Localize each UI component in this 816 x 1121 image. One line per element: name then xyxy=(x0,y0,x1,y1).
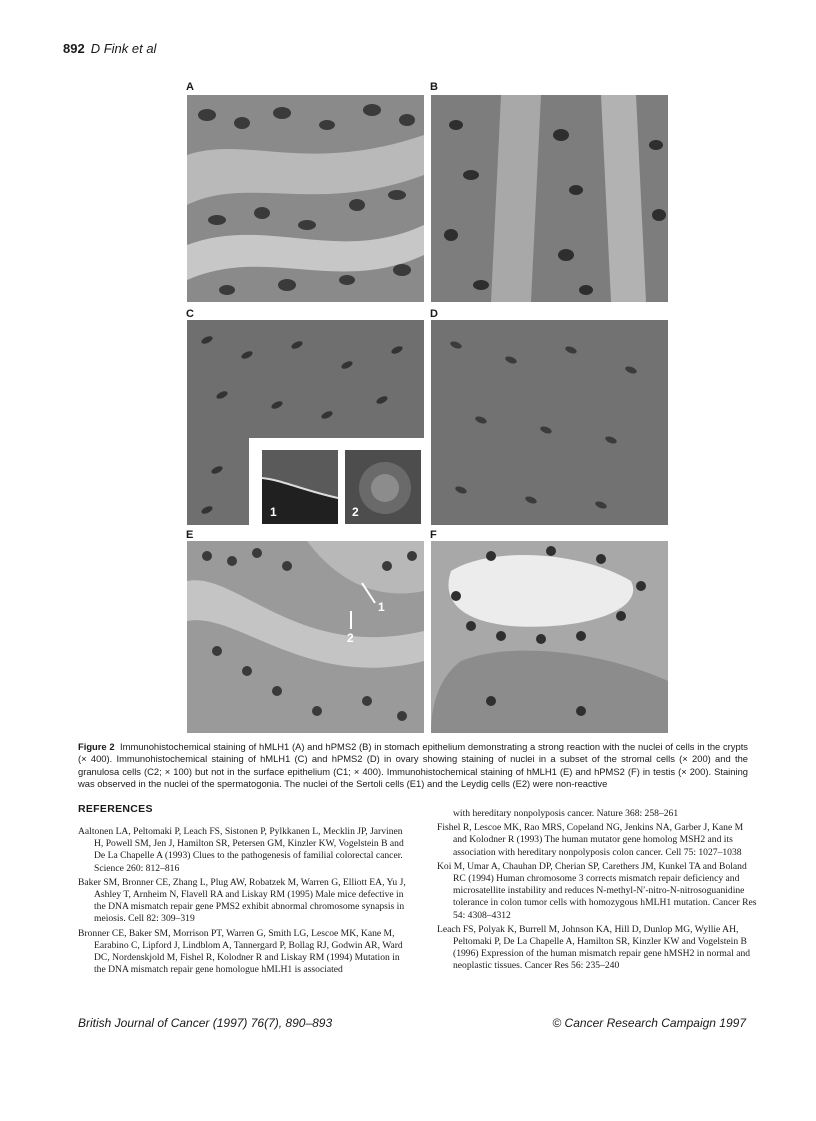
micrograph-panel-d xyxy=(431,320,668,525)
references-heading: REFERENCES xyxy=(78,803,153,815)
panel-label-b: B xyxy=(430,81,438,93)
stomach-hpms2-image xyxy=(431,95,668,302)
reference-item: Koi M, Umar A, Chauhan DP, Cherian SP, Carethers JM, Kunkel TA and Boland RC (1994) Human chromosome 3 corrects mismatch repair deficiency and microsatellite instability and reduces N-methyl-N′-nitro-N-nitrosoguanidine tolerance in colon tumor cells with homozygous hMLH1 mutation. Cancer Res 54: 4308–4312 xyxy=(437,860,757,921)
inset-label-2: 2 xyxy=(352,505,359,519)
running-authors: D Fink et al xyxy=(90,41,157,56)
panel-label-d: D xyxy=(430,308,438,320)
journal-citation-footer: British Journal of Cancer (1997) 76(7), 890–893 xyxy=(78,1016,333,1030)
arrow-label-e2: 2 xyxy=(347,631,354,645)
references-column-left xyxy=(78,826,408,978)
micrograph-panel-a xyxy=(187,95,424,302)
references-column-right xyxy=(437,808,757,975)
testis-hpms2-image xyxy=(431,541,668,733)
micrograph-panel-e xyxy=(187,541,424,733)
running-header xyxy=(63,41,156,56)
figure-caption-text: Immunohistochemical staining of hMLH1 (A) and hPMS2 (B) in stomach epithelium demonstrating a strong reaction with the nuclei of cells in the crypts (× 400). Immunohistochemical staining of hMLH1 (C) and hPMS2 (D) in ovary showing staining of nuclei in a subset of the stromal cells (× 200) and the granulosa cells (C2; × 100) but not in the surface epithelium (C1; × 400). Immunohistochemical staining of hMLH1 (E) and hPMS2 (F) in testis (× 200). Staining was observed in the nuclei of the spermatogonia. The nuclei of the Sertoli cells (E1) and the Leydig cells (E2) were non-reactive xyxy=(78,741,748,790)
reference-item-continuation: with hereditary nonpolyposis cancer. Nature 368: 258–261 xyxy=(453,808,679,819)
stomach-hmlh1-image xyxy=(187,95,424,302)
panel-label-e: E xyxy=(186,529,194,541)
page-number: 892 xyxy=(63,41,85,56)
reference-item: Leach FS, Polyak K, Burrell M, Johnson KA, Hill D, Dunlop MG, Wyllie AH, Peltomaki P, De La Chapelle A, Hamilton SR, Kinzler KW and Vogelstein B (1996) Expression of the human mismatch repair gene hMSH2 in normal and neoplastic tissues. Cancer Res 56: 235–240 xyxy=(437,923,751,972)
figure-caption xyxy=(78,741,748,791)
reference-item: Aaltonen LA, Peltomaki P, Leach FS, Sistonen P, Pylkkanen L, Mecklin JP, Jarvinen H, Powell SM, Jen J, Hamilton SR, Petersen GM, Kinzler KW, Vogelstein B and De La Chapelle A (1993) Clues to the pathogenesis of familial colorectal cancer. Science 260: 812–816 xyxy=(78,826,404,874)
panel-label-c: C xyxy=(186,308,194,320)
reference-item: Fishel R, Lescoe MK, Rao MRS, Copeland NG, Jenkins NA, Garber J, Kane M and Kolodner R (1993) The human mutator gene homolog MSH2 and its association with hereditary nonpolyposis colon cancer. Cell 75: 1027–1038 xyxy=(437,822,744,858)
micrograph-panel-f xyxy=(431,541,668,733)
reference-item: Baker SM, Bronner CE, Zhang L, Plug AW, Robatzek M, Warren G, Elliott EA, Yu J, Ashley T, Arnheim N, Flavell RA and Liskay RM (1995) Male mice defective in the DNA mismatch repair gene PMS2 exhibit abnormal chromosome synapsis in meiosis. Cell 82: 309–319 xyxy=(78,876,406,925)
inset-label-1: 1 xyxy=(270,505,277,519)
micrograph-panel-b xyxy=(431,95,668,302)
panel-label-f: F xyxy=(430,529,437,541)
copyright-footer: © Cancer Research Campaign 1997 xyxy=(552,1016,746,1030)
arrow-label-e1: 1 xyxy=(378,600,385,614)
reference-item: Bronner CE, Baker SM, Morrison PT, Warren G, Smith LG, Lescoe MK, Kane M, Earabino C, Lipford J, Lindblom A, Tannergard P, Bollag RJ, Godwin AR, Ward DC, Nordenskjold M, Fishel R, Kolodner R and Liskay RM (1994) Mutation in the DNA mismatch repair gene homologue hMLH1 is associated xyxy=(78,927,403,976)
ovary-hpms2-image xyxy=(431,320,668,525)
figure-caption-label: Figure 2 xyxy=(78,741,115,752)
panel-label-a: A xyxy=(186,81,194,93)
testis-hmlh1-image xyxy=(187,541,424,733)
